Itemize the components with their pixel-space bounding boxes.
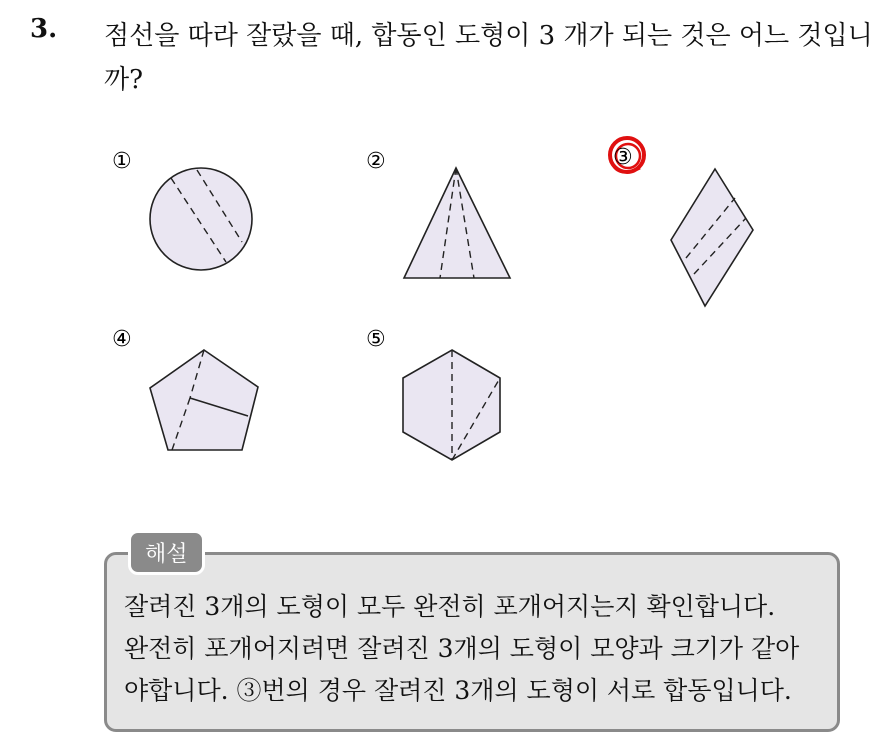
choice-3[interactable] [610, 138, 753, 306]
choice-4-label: ④ [112, 327, 132, 352]
choice-2-label: ② [366, 149, 386, 174]
choice-2[interactable] [366, 149, 510, 278]
question-number: 3. [30, 14, 58, 44]
explanation-line: 완전히 포개어지려면 잘려진 3개의 도형이 모양과 크기가 같아 [124, 634, 800, 663]
choice-5[interactable] [366, 327, 500, 460]
explanation-tag: 해설 [128, 530, 205, 575]
choice-1[interactable] [112, 149, 252, 270]
circle-shape [150, 168, 252, 270]
explanation-line: 야합니다. ③번의 경우 잘려진 3개의 도형이 서로 합동입니다. [124, 676, 792, 705]
choice-5-label: ⑤ [366, 327, 386, 352]
choice-3-label: ③ [613, 145, 633, 170]
explanation-line: 잘려진 3개의 도형이 모두 완전히 포개어지는지 확인합니다. [124, 592, 776, 621]
rhombus-shape [671, 169, 753, 306]
pentagon-shape [150, 350, 258, 450]
triangle-shape [404, 168, 510, 278]
choice-1-label: ① [112, 149, 132, 174]
choice-4[interactable] [112, 327, 258, 450]
explanation-text [124, 586, 824, 712]
question-text: 점선을 따라 잘랐을 때, 합동인 도형이 3 개가 되는 것은 어느 것입니까? [104, 21, 873, 95]
